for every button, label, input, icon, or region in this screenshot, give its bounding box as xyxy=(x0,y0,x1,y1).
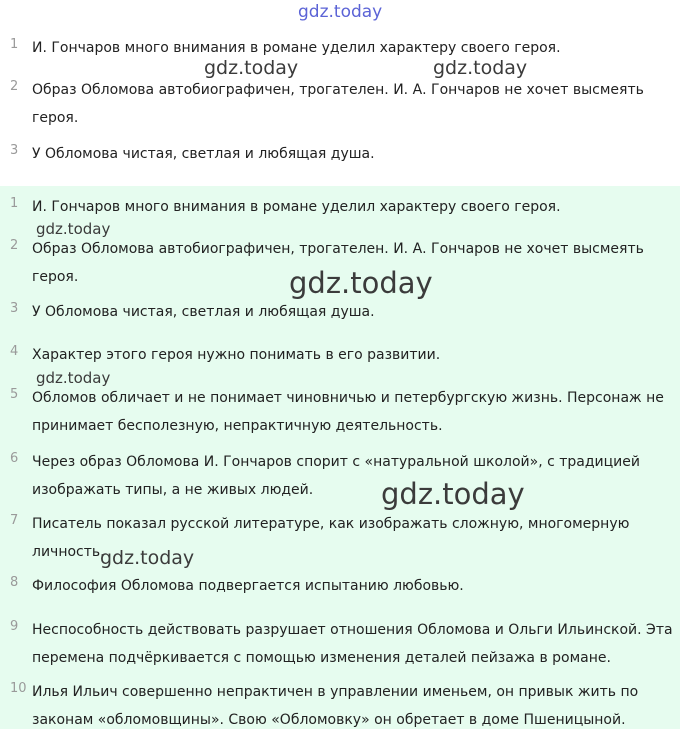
watermark: gdz.today xyxy=(433,57,528,79)
item-line: героя. xyxy=(32,269,79,285)
item-line: Писатель показал русской литературе, как изображать сложную, многомерную xyxy=(32,516,630,532)
item-text xyxy=(32,140,678,168)
item-text xyxy=(32,678,678,734)
item-line: И. Гончаров много внимания в романе уделил характеру своего героя. xyxy=(32,40,561,56)
item-line: Характер этого героя нужно понимать в его развитии. xyxy=(32,347,441,363)
watermark: gdz.today xyxy=(36,369,111,387)
original-text-section xyxy=(0,0,680,186)
item-text xyxy=(32,298,678,326)
watermark: gdz.today xyxy=(381,477,525,511)
item-line: Обломов обличает и не понимает чиновничью и петербургскую жизнь. Персонаж не xyxy=(32,390,664,406)
item-number: 6 xyxy=(10,451,19,466)
watermark: gdz.today xyxy=(100,547,195,569)
item-line: У Обломова чистая, светлая и любящая душа. xyxy=(32,146,375,162)
item-number: 1 xyxy=(10,37,19,52)
item-line: Образ Обломова автобиографичен, трогателен. И. А. Гончаров не хочет высмеять xyxy=(32,241,644,257)
item-line: И. Гончаров много внимания в романе уделил характеру своего героя. xyxy=(32,199,561,215)
item-number: 2 xyxy=(10,79,19,94)
item-number: 1 xyxy=(10,196,19,211)
item-number: 3 xyxy=(10,301,19,316)
watermark: gdz.today xyxy=(204,57,299,79)
item-number: 7 xyxy=(10,513,19,528)
item-line: Неспособность действовать разрушает отношения Обломова и Ольги Ильинской. Эта xyxy=(32,622,673,638)
item-text xyxy=(32,34,678,62)
item-line: Через образ Обломова И. Гончаров спорит с «натуральной школой», с традицией xyxy=(32,454,640,470)
item-line: У Обломова чистая, светлая и любящая душа. xyxy=(32,304,375,320)
watermark: gdz.today xyxy=(289,266,433,300)
item-text xyxy=(32,572,678,600)
item-line: Философия Обломова подвергается испытанию любовью. xyxy=(32,578,464,594)
item-number: 3 xyxy=(10,143,19,158)
item-number: 8 xyxy=(10,575,19,590)
item-line: Илья Ильич совершенно непрактичен в управлении именьем, он привык жить по xyxy=(32,684,639,700)
item-line: личность. xyxy=(32,544,105,560)
item-text xyxy=(32,384,678,440)
item-line: перемена подчёркивается с помощью изменения деталей пейзажа в романе. xyxy=(32,650,611,666)
item-number: 4 xyxy=(10,344,19,359)
item-text xyxy=(32,193,678,221)
watermark: gdz.today xyxy=(36,220,111,238)
item-line: принимает бесполезную, непрактичную деятельность. xyxy=(32,418,443,434)
item-line: героя. xyxy=(32,110,79,126)
item-line: изображать типы, а не живых людей. xyxy=(32,482,314,498)
item-line: законам «обломовщины». Свою «Обломовку» он обретает в доме Пшеницыной. xyxy=(32,712,626,728)
item-number: 5 xyxy=(10,387,19,402)
item-number: 9 xyxy=(10,619,19,634)
item-number: 2 xyxy=(10,238,19,253)
item-number: 10 xyxy=(10,681,27,696)
item-text xyxy=(32,341,678,369)
header-watermark: gdz.today xyxy=(298,2,383,22)
item-line: Образ Обломова автобиографичен, трогателен. И. А. Гончаров не хочет высмеять xyxy=(32,82,644,98)
item-text xyxy=(32,616,678,672)
item-text xyxy=(32,448,678,504)
item-text xyxy=(32,76,678,132)
